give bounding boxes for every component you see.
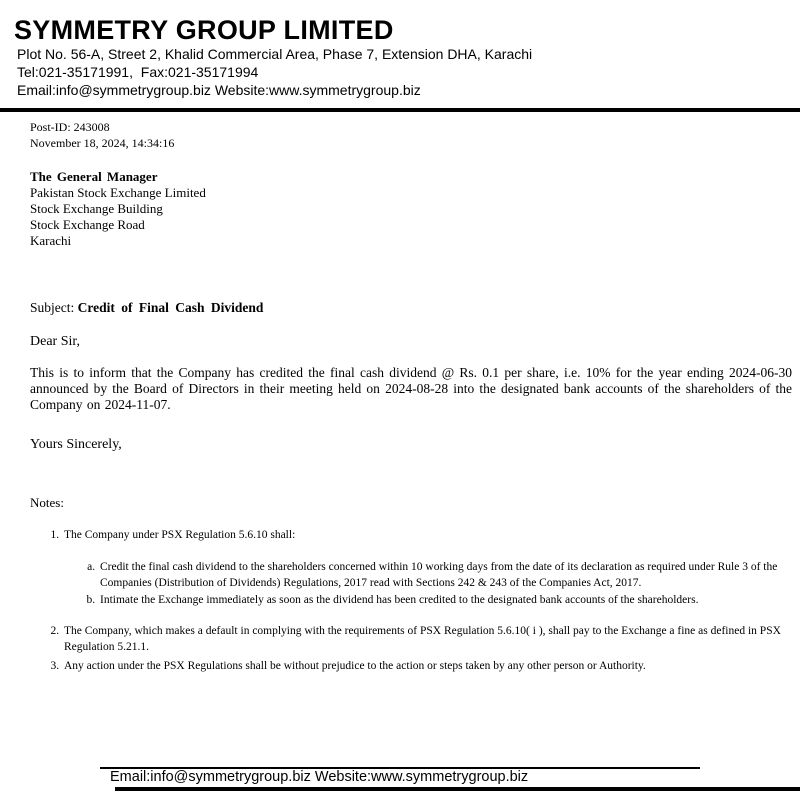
footer-email-website: Email:info@symmetrygroup.biz Website:www.symmetrygroup.biz [110,769,529,785]
footer-bottom-bar [115,787,800,791]
subject-value: Credit of Final Cash Dividend [77,300,264,315]
recipient-title: The General Manager [30,169,158,184]
note-subitem-b [98,592,792,608]
note-subtext: Intimate the Exchange immediately as soon as the dividend has been credited to the designated bank accounts of the shareholders. [100,594,699,606]
recipient-line: Stock Exchange Road [30,217,145,232]
post-id: Post-ID: 243008 [30,120,110,134]
recipient-block [30,169,792,249]
subject-line [30,300,792,316]
company-phone-fax: Tel:021-35171991, Fax:021-35171994 [17,64,259,80]
note-subtext: Credit the final cash dividend to the shareholders concerned within 10 working days from the date of its declaration as required under Rule 3 of the Companies (Distribution of Dividends) Regulations, 2017 read with Sections 242 & 243 of the Companies Act, 2017. [100,561,778,589]
letterhead [0,0,800,99]
company-name: SYMMETRY GROUP LIMITED [14,15,394,45]
note-item-3 [62,658,792,674]
closing: Yours Sincerely, [30,437,122,452]
company-address: Plot No. 56-A, Street 2, Khalid Commercial Area, Phase 7, Extension DHA, Karachi [17,46,533,62]
note-item-1 [62,527,792,608]
recipient-line: Karachi [30,233,72,248]
date-time: November 18, 2024, 14:34:16 [30,136,175,150]
letter-body [0,112,800,674]
notes-list [30,527,792,674]
note-text: The Company under PSX Regulation 5.6.10 shall: [64,529,296,541]
note-text: The Company, which makes a default in complying with the requirements of PSX Regulation 5.6.10( i ), shall pay to the Exchange a fine as defined in PSX Regulation 5.21.1. [64,625,781,653]
note-subitem-a [98,559,792,591]
company-email-website: Email:info@symmetrygroup.biz Website:www.symmetrygroup.biz [17,82,421,98]
recipient-line: Pakistan Stock Exchange Limited [30,185,206,200]
note-text: Any action under the PSX Regulations shall be without prejudice to the action or steps taken by any other person or Authority. [64,660,646,672]
note-1-sublist [64,559,792,608]
recipient-line: Stock Exchange Building [30,201,163,216]
salutation: Dear Sir, [30,334,80,349]
notes-heading: Notes: [30,495,64,510]
body-paragraph: This is to inform that the Company has credited the final cash dividend @ Rs. 0.1 per share, i.e. 10% for the year ending 2024-06-30 announced by the Board of Directors in their meeting held on 2024-08-28 into the designated bank accounts of the shareholders of the Company on 2024-11-07. [30,365,792,412]
note-item-2 [62,623,792,655]
footer [0,767,800,791]
subject-label: Subject: [30,300,78,315]
